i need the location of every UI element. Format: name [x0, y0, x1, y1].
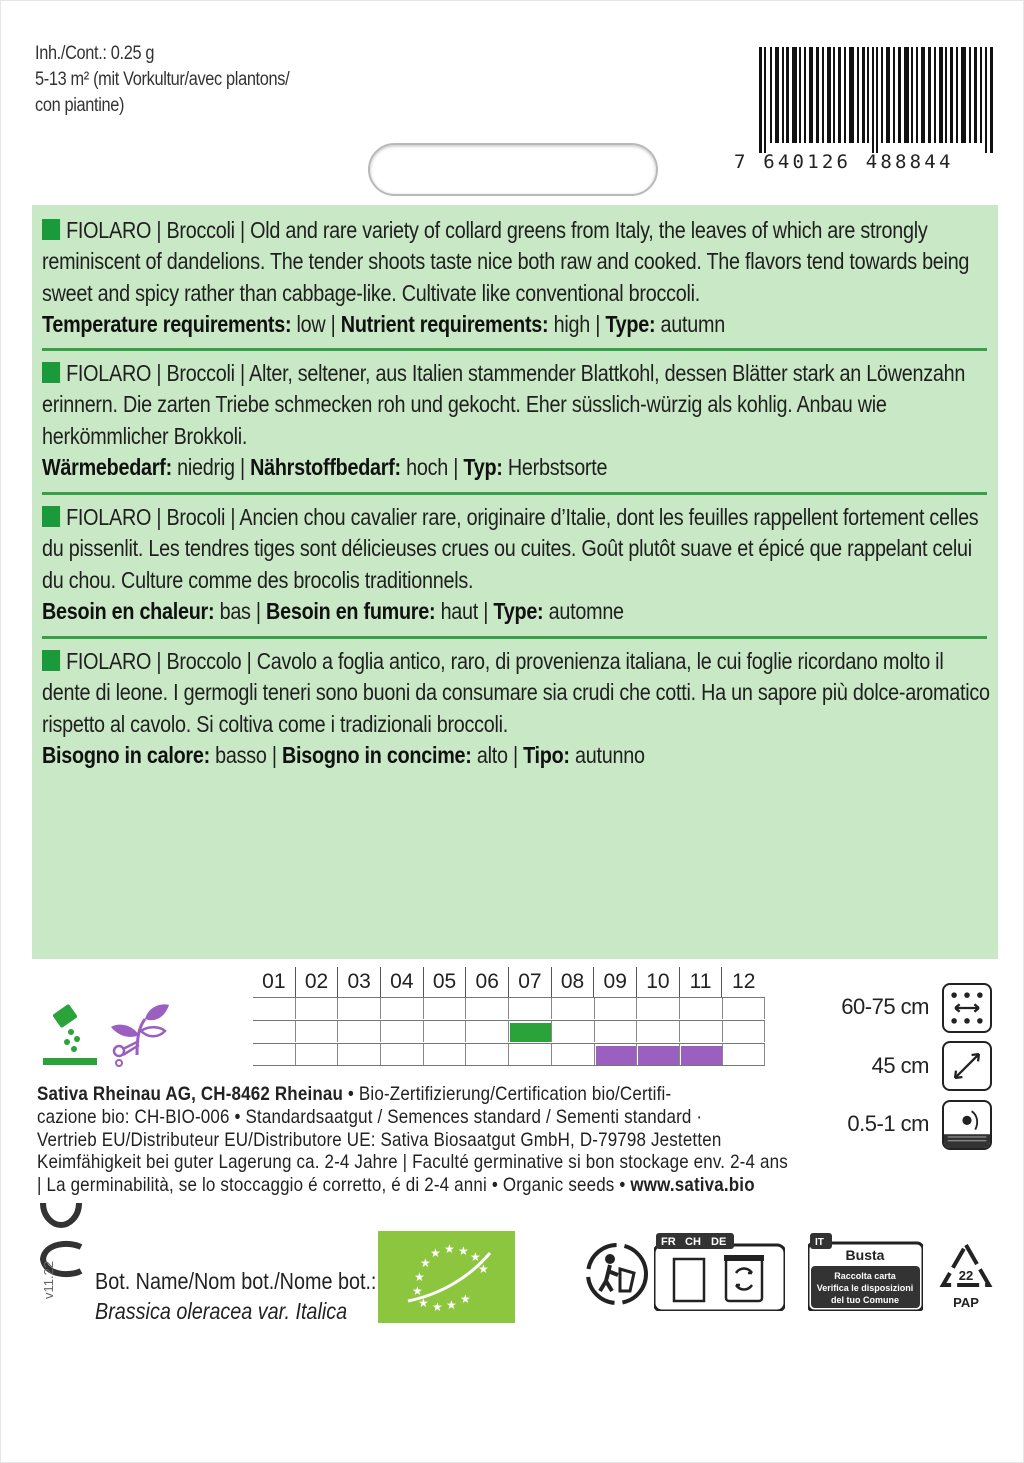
calendar-cell: [552, 998, 595, 1019]
calendar-cell: [424, 998, 467, 1019]
svg-text:★: ★: [458, 1244, 469, 1258]
plant-spacing-icon: [942, 1041, 992, 1091]
botanical-name-label: Bot. Name/Nom bot./Nome bot.:: [95, 1268, 377, 1294]
svg-text:★: ★: [460, 1292, 471, 1306]
busta-country: IT: [815, 1237, 824, 1248]
calendar-cell: [253, 1021, 296, 1042]
section-divider: [42, 348, 987, 351]
calendar-cell: [552, 1021, 595, 1042]
type-value: Herbstsorte: [502, 453, 608, 480]
company-line: | La germinabilità, se lo stoccaggio é corretto, é di 2-4 anni • Organic seeds •: [37, 1174, 631, 1197]
separator: |: [234, 217, 251, 243]
plant-spacing-value: 45 cm: [871, 1053, 929, 1078]
variety-category: Broccolo: [166, 648, 242, 674]
calendar-cell: [253, 1044, 296, 1065]
busta-line: Raccolta carta: [834, 1271, 896, 1281]
variety-category: Broccoli: [166, 360, 235, 386]
temperature-requirement-value: basso |: [209, 741, 282, 768]
calendar-cell: [296, 998, 339, 1019]
requirements-line: [42, 596, 992, 627]
temperature-requirement-label: Wärmebedarf:: [42, 453, 172, 480]
pap-label: PAP: [953, 1295, 979, 1310]
calendar-row-sowing: [253, 997, 765, 1020]
company-line: cazione bio: CH-BIO-006 • Standardsaatgut / Semences standard / Sementi standard ·: [37, 1105, 703, 1128]
svg-text:★: ★: [444, 1242, 455, 1256]
calendar-month-label: 06: [466, 967, 509, 997]
svg-text:★: ★: [420, 1256, 431, 1270]
calendar-row-harvest: [253, 1043, 765, 1066]
row-spacing-icon: [942, 983, 992, 1033]
calendar-cell: [723, 998, 766, 1019]
barcode: [759, 47, 993, 153]
type-label: Typ:: [463, 453, 503, 480]
eu-organic-logo: [378, 1231, 515, 1323]
separator: |: [225, 504, 240, 530]
calendar-cell: [467, 1021, 510, 1042]
calendar-cell: [424, 1021, 467, 1042]
calendar-cell: [296, 1044, 339, 1065]
botanical-name: Brassica oleracea var. Italica: [95, 1298, 348, 1324]
contents-line: 5-13 m² (mit Vorkultur/avec plantons/: [35, 69, 290, 90]
busta-title: Busta: [845, 1247, 885, 1263]
harvest-period-mark: [638, 1046, 679, 1065]
requirements-line: [42, 309, 992, 340]
calendar-cell: [467, 998, 510, 1019]
svg-text:★: ★: [446, 1298, 457, 1312]
requirements-line: [42, 740, 992, 771]
separator: |: [151, 217, 167, 243]
nutrient-requirement-label: Bisogno in concime:: [281, 741, 472, 768]
nutrient-requirement-value: hoch |: [400, 453, 464, 480]
calendar-cell: [296, 1021, 339, 1042]
green-square-icon: [42, 506, 60, 527]
temperature-requirement-label: Temperature requirements:: [42, 310, 292, 337]
nutrient-requirement-label: Besoin en fumure:: [266, 597, 436, 624]
nutrient-requirement-value: high |: [548, 310, 606, 337]
requirements-line: [42, 452, 992, 483]
busta-recycling-label: [808, 1233, 923, 1311]
variety-name: FIOLARO: [66, 360, 152, 386]
busta-line: Verifica le disposizioni: [816, 1283, 914, 1293]
svg-text:★: ★: [418, 1296, 429, 1310]
description-panel: [32, 205, 998, 959]
temperature-requirement-value: low |: [291, 310, 341, 337]
calendar-cell: [509, 1044, 552, 1065]
harvest-period-mark: [596, 1046, 637, 1065]
triman-sorting-icon: [654, 1233, 785, 1311]
description-text: Alter, seltener, aus Italien stammender Blattkohl, dessen Blätter stark an Löwenzahn erinnern. Die zarten Triebe schmecken roh und gekocht. Eher süsslich-würzig als kohlig. Anbau wie herkömmlicher Brokkoli.: [42, 360, 966, 449]
variety-name: FIOLARO: [66, 648, 152, 674]
contents-line: con piantine): [35, 95, 125, 116]
row-spacing-value: 60-75 cm: [841, 994, 929, 1019]
calendar-cell: [637, 998, 680, 1019]
type-label: Type:: [493, 597, 544, 624]
nutrient-requirement-label: Nutrient requirements:: [340, 310, 549, 337]
green-square-icon: [42, 362, 60, 383]
flag-de: DE: [711, 1236, 727, 1248]
calendar-month-label: 05: [424, 967, 467, 997]
variety-name: FIOLARO: [66, 217, 152, 243]
calendar-cell: [424, 1044, 467, 1065]
calendar-cell: [723, 1021, 766, 1042]
description-de: [42, 358, 992, 483]
description-text: Ancien chou cavalier rare, originaire d’Italie, dont les feuilles rappellent fortement celles du pissenlit. Les tendres tiges sont délicieuses crues ou cuites. Goût plutôt suave et épicé que rappelant celui du chou. Culture comme des brocolis traditionnels.: [42, 504, 979, 593]
svg-text:★: ★: [412, 1284, 423, 1298]
calendar-cell: [509, 998, 552, 1019]
separator: |: [234, 360, 250, 386]
section-divider: [42, 492, 987, 495]
type-label: Type:: [605, 310, 656, 337]
calendar-cell: [381, 1021, 424, 1042]
type-value: autunno: [569, 741, 645, 768]
harvest-period-mark: [681, 1046, 722, 1065]
barcode-number: 7 640126 488844: [734, 151, 954, 173]
calendar-cell: [637, 1021, 680, 1042]
planting-period-mark: [510, 1023, 551, 1042]
temperature-requirement-label: Besoin en chaleur:: [42, 597, 215, 624]
green-square-icon: [42, 219, 60, 240]
company-info: [37, 1083, 817, 1197]
temperature-requirement-label: Bisogno in calore:: [42, 741, 210, 768]
description-it: [42, 646, 992, 771]
calendar-cell: [381, 1044, 424, 1065]
website-link[interactable]: www.sativa.bio: [630, 1174, 755, 1197]
hang-hole: [368, 143, 658, 196]
nutrient-requirement-value: alto |: [471, 741, 524, 768]
temperature-requirement-value: niedrig |: [171, 453, 251, 480]
calendar-month-label: 07: [509, 967, 552, 997]
sowing-depth-value: 0.5-1 cm: [847, 1111, 929, 1136]
variety-category: Brocoli: [166, 504, 226, 530]
description-text: Cavolo a foglia antico, raro, di provenienza italiana, le cui foglie ricordano molto il dente di leone. I germogli teneri sono buoni da consumare sia crudi che cotti. Ha un sapore più dolce-aromatico rispetto al cavolo. Si coltiva come i tradizionali broccoli.: [42, 648, 990, 737]
calendar-cell: [467, 1044, 510, 1065]
type-value: automne: [543, 597, 624, 624]
calendar-cell: [552, 1044, 595, 1065]
version-label: v11.22: [41, 1260, 56, 1299]
description-en: [42, 215, 992, 340]
calendar-month-label: 09: [594, 967, 637, 997]
svg-text:★: ★: [432, 1300, 443, 1314]
separator: |: [151, 648, 167, 674]
recycle-person-icon: [584, 1241, 650, 1307]
calendar-cell: [595, 998, 638, 1019]
flag-ch: CH: [685, 1236, 701, 1248]
separator: |: [151, 360, 167, 386]
nutrient-requirement-label: Nährstoffbedarf:: [250, 453, 401, 480]
calendar-cell: [381, 998, 424, 1019]
calendar-row-planting: [253, 1020, 765, 1043]
calendar-months: [253, 967, 765, 997]
company-line: • Bio-Zertifizierung/Certification bio/Certifi-: [343, 1083, 672, 1105]
calendar-month-label: 02: [296, 967, 339, 997]
contents-line: Inh./Cont.: 0.25 g: [35, 43, 155, 64]
calendar-month-label: 04: [381, 967, 424, 997]
growing-calendar: [253, 967, 765, 1066]
flag-fr: FR: [661, 1236, 676, 1248]
company-line: Keimfähigkeit bei guter Lagerung ca. 2-4 Jahre | Faculté germinative si bon stockage env. 2-4 ans: [37, 1151, 788, 1174]
green-square-icon: [42, 650, 60, 671]
busta-line: del tuo Comune: [831, 1295, 899, 1305]
variety-name: FIOLARO: [66, 504, 152, 530]
calendar-cell: [595, 1021, 638, 1042]
svg-text:★: ★: [470, 1250, 481, 1264]
calendar-cell: [338, 1044, 381, 1065]
planting-icon: [105, 997, 175, 1067]
separator: |: [241, 648, 257, 674]
svg-text:★: ★: [430, 1246, 441, 1260]
nutrient-requirement-value: haut |: [435, 597, 494, 624]
company-line: Vertrieb EU/Distributeur EU/Distributore UE: Sativa Biosaatgut GmbH, D-79798 Jestetten: [37, 1128, 722, 1151]
type-value: autumn: [655, 310, 725, 337]
pap-recycling-icon: [937, 1241, 995, 1315]
description-fr: [42, 502, 992, 627]
package-contents: [35, 41, 289, 119]
separator: |: [151, 504, 167, 530]
variety-category: Broccoli: [166, 217, 235, 243]
sowing-depth-icon: [942, 1100, 992, 1150]
company-name: Sativa Rheinau AG, CH-8462 Rheinau: [37, 1083, 344, 1105]
section-divider: [42, 636, 987, 639]
calendar-cell: [723, 1044, 766, 1065]
type-label: Tipo:: [523, 741, 570, 768]
calendar-month-label: 11: [680, 967, 723, 997]
calendar-cell: [680, 998, 723, 1019]
svg-text:★: ★: [478, 1262, 489, 1276]
calendar-month-label: 01: [253, 967, 296, 997]
calendar-month-label: 08: [552, 967, 595, 997]
calendar-cell: [253, 998, 296, 1019]
svg-text:★: ★: [414, 1270, 425, 1284]
calendar-month-label: 03: [338, 967, 381, 997]
calendar-cell: [338, 998, 381, 1019]
calendar-month-label: 12: [732, 970, 756, 993]
calendar-cell: [680, 1021, 723, 1042]
description-text: Old and rare variety of collard greens from Italy, the leaves of which are strongly reminiscent of dandelions. The tender shoots taste nice both raw and cooked. The flavors tend towards being sweet and spicy rather than cabbage-like. Cultivate like conventional broccoli.: [42, 217, 970, 306]
calendar-month-label: 10: [637, 967, 680, 997]
temperature-requirement-value: bas |: [214, 597, 267, 624]
pap-number: 22: [958, 1268, 974, 1283]
sowing-icon: [41, 1004, 99, 1068]
calendar-cell: [338, 1021, 381, 1042]
